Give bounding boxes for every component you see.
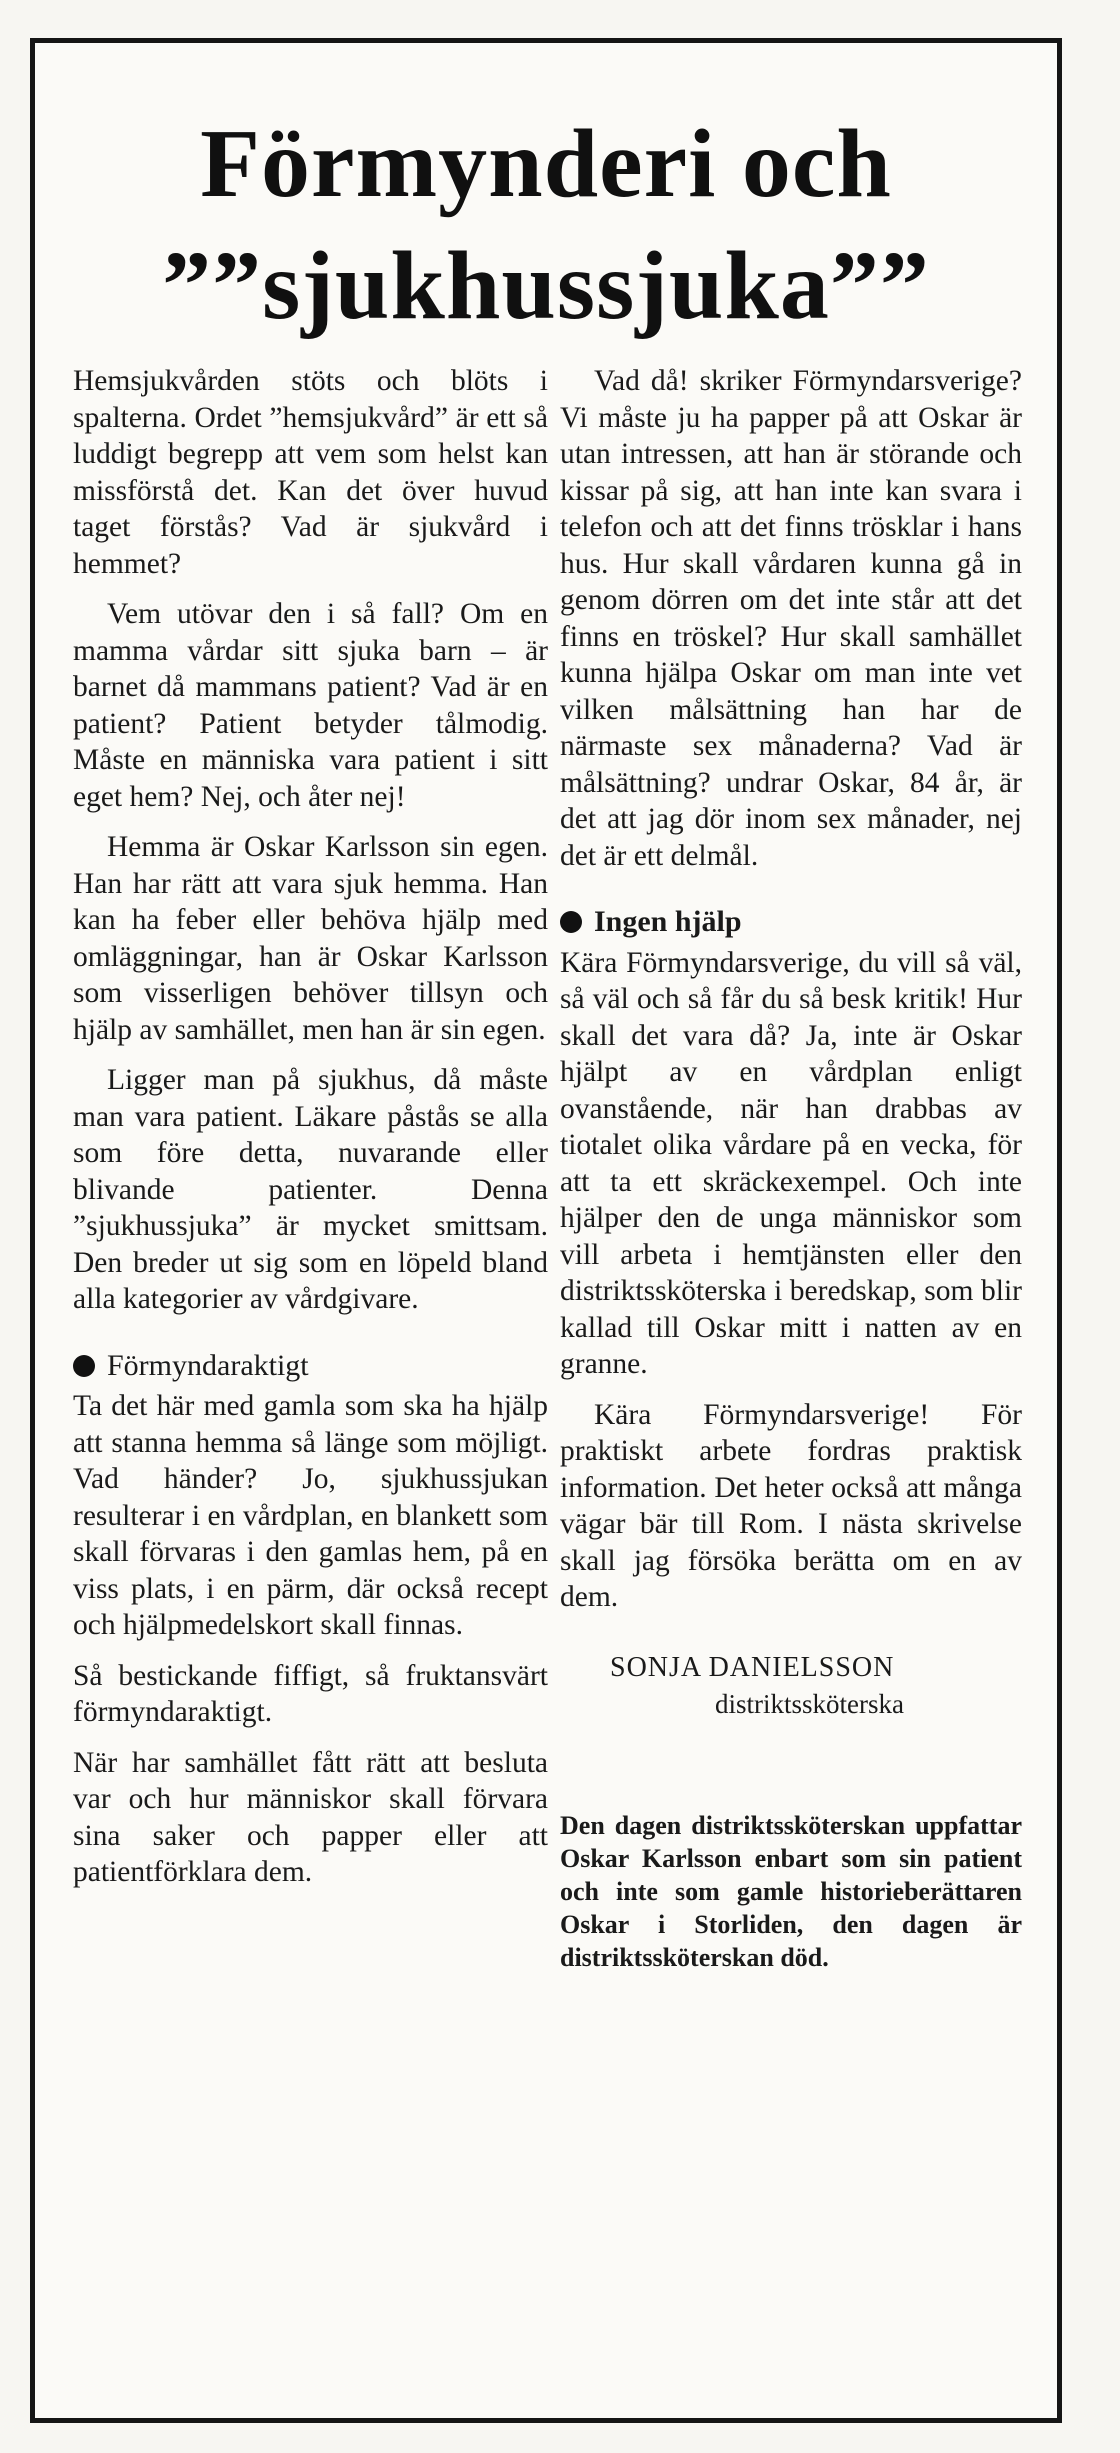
subhead-text: Förmyndaraktigt [107,1348,309,1382]
paragraph: När har samhället fått rätt att besluta var och hur människor skall förvara sina saker och papper eller att patientförklara dem. [73,1746,548,1888]
right-column [560,363,1022,1974]
paragraph: Kära Förmyndarsverige! För praktiskt arbete fordras praktisk information. Det heter också att många vägar bär till Rom. I nästa skrivelse skall jag försöka berätta om en av dem. [560,1398,1022,1613]
paragraph: Kära Förmyndarsverige, du vill så väl, så väl och så får du så besk kritik! Hur skall det vara då? Ja, inte är Oskar hjälpt av en vårdplan enligt ovanstående, när han drabbas av tiotalet olika vårdare på en vecka, för att ta ett skräckexempel. Och inte hjälper den de unga människor som vill arbeta i hemtjänsten eller den distriktssköterska i beredskap, som blir kallad till Oskar mitt i natten av en granne. [560,946,1022,1380]
subhead-ingen-hjalp [560,904,1022,941]
paragraph: Vad då! skriker Förmyndarsverige? Vi måste ju ha papper på att Oskar är utan intressen, att han är störande och kissar på sig, att han inte kan svara i telefon och att det finns trösklar i hans hus. Hur skall vårdaren kunna gå in genom dörren om det inte står att det finns en tröskel? Hur skall samhället kunna hjälpa Oskar om man inte vet vilken målsättning han har de närmaste sex månaderna? Vad är målsättning? undrar Oskar, 84 år, är det att jag dör inom sex månader, nej det är ett delmål. [560,365,1022,872]
subhead-text: Ingen hjälp [594,905,742,938]
signature-title: distriktssköterska [715,1689,904,1719]
bullet-icon [560,911,582,933]
signature-name: SONJA DANIELSSON [610,1651,895,1683]
paragraph: Så bestickande fiffigt, så fruktansvärt förmyndaraktigt. [73,1659,548,1728]
paragraph: Hemsjukvården stöts och blöts i spalterna. Ordet ”hemsjukvård” är ett så luddigt begrepp att vem som helst kan missförstå det. Kan det över huvud taget förstås? Vad är sjukvård i hemmet? [73,365,548,580]
bullet-icon [73,1355,95,1377]
subhead-formyndaraktigt [73,1348,548,1385]
paragraph: Vem utövar den i så fall? Om en mamma vårdar sitt sjuka barn – är barnet då mammans patient? Vad är en patient? Patient betyder tålmodig. Måste en människa vara patient i sitt eget hem? Nej, och åter nej! [73,598,548,813]
closing-statement: Den dagen distriktssköterskan uppfattar Oskar Karlsson enbart som sin patient och inte som gamle historieberättaren Oskar i Storliden, den dagen är distriktssköterskan död. [560,1810,1022,1972]
headline-line-2: ””sjukhussjuka”” [162,232,930,340]
paragraph: Ligger man på sjukhus, då måste man vara patient. Läkare påstås se alla som före detta, nuvarande eller blivande patienter. Denna ”sjukhussjuka” är mycket smittsam. Den breder ut sig som en löpeld bland alla kategorier av vårdgivare. [73,1064,548,1315]
paragraph: Ta det här med gamla som ska ha hjälp att stanna hemma så länge som möjligt. Vad händer? Jo, sjukhussjukan resulterar i en vårdplan, en blankett som skall förvaras i den gamlas hem, på en viss plats, i en pärm, där också recept och hjälpmedelskort skall finnas. [73,1390,548,1641]
headline-line-1: Förmynderi och [200,110,892,218]
article-frame [30,38,1062,2423]
paragraph: Hemma är Oskar Karlsson sin egen. Han har rätt att vara sjuk hemma. Han kan ha feber eller behöva hjälp med omläggningar, han är Oskar Karlsson som visserligen behöver tillsyn och hjälp av samhället, men han är sin egen. [73,831,548,1046]
headline [35,103,1057,347]
left-column [73,363,548,1905]
